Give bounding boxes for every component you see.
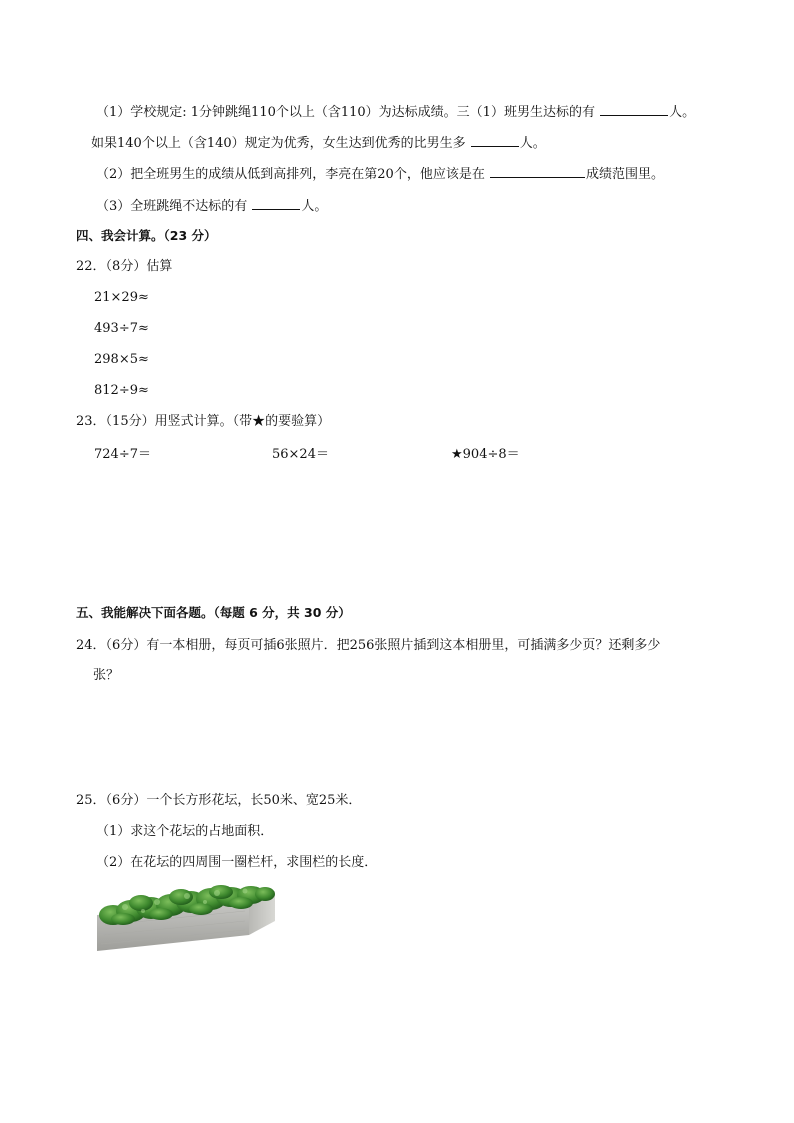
q22-label: 22．（8分）估算 [76, 259, 173, 274]
q3-unit: 人。 [301, 199, 328, 214]
q25-sub2: （2）在花坛的四周围一圈栏杆，求围栏的长度． [96, 855, 378, 870]
q22-item-4: 812÷9≈ [94, 383, 149, 398]
q1-line2-text: 如果140个以上（含140）规定为优秀，女生达到优秀的比男生多 [91, 136, 466, 151]
q23-item-2: 56×24＝ [272, 447, 329, 462]
q1-line1-text: （1）学校规定: 1分钟跳绳110个以上（含110）为达标成绩。三（1）班男生达标的有 [96, 105, 595, 120]
q22-item-3: 298×5≈ [94, 352, 149, 367]
section5-heading: 五、我能解决下面各题。（每题 6 分，共 30 分） [76, 605, 351, 620]
q3-line [96, 196, 327, 216]
answer-blank-q3[interactable] [252, 196, 300, 210]
section4-heading: 四、我会计算。（23 分） [76, 228, 217, 243]
q23-item-1: 724÷7＝ [94, 447, 151, 462]
q25-label: 25．（6分）一个长方形花坛，长50米、宽25米． [76, 793, 362, 808]
q1-line2 [91, 133, 546, 153]
q23-label: 23．（15分）用竖式计算。（带★的要验算） [76, 414, 331, 429]
q2-line [96, 164, 664, 184]
flowerbed-image [95, 885, 277, 951]
answer-blank-q1a[interactable] [600, 102, 668, 116]
q22-item-1: 21×29≈ [94, 290, 149, 305]
q22-item-2: 493÷7≈ [94, 321, 149, 336]
q2-suffix: 成绩范围里。 [585, 167, 664, 182]
answer-blank-q2[interactable] [490, 164, 585, 178]
q23-item-3: ★904÷8＝ [451, 447, 520, 462]
q2-text: （2）把全班男生的成绩从低到高排列，李亮在第20个，他应该是在 [96, 167, 485, 182]
q25-sub1: （1）求这个花坛的占地面积． [96, 824, 274, 839]
q1-line2-unit: 人。 [519, 136, 546, 151]
answer-blank-q1b[interactable] [471, 133, 519, 147]
q24-line2: 张？ [93, 668, 120, 683]
q1-line1 [96, 102, 695, 122]
q1-line1-unit: 人。 [669, 105, 696, 120]
q24-line1: 24．（6分）有一本相册，每页可插6张照片．把256张照片插到这本相册里，可插满多少页？还剩多少 [76, 638, 661, 653]
q3-text: （3）全班跳绳不达标的有 [96, 199, 248, 214]
